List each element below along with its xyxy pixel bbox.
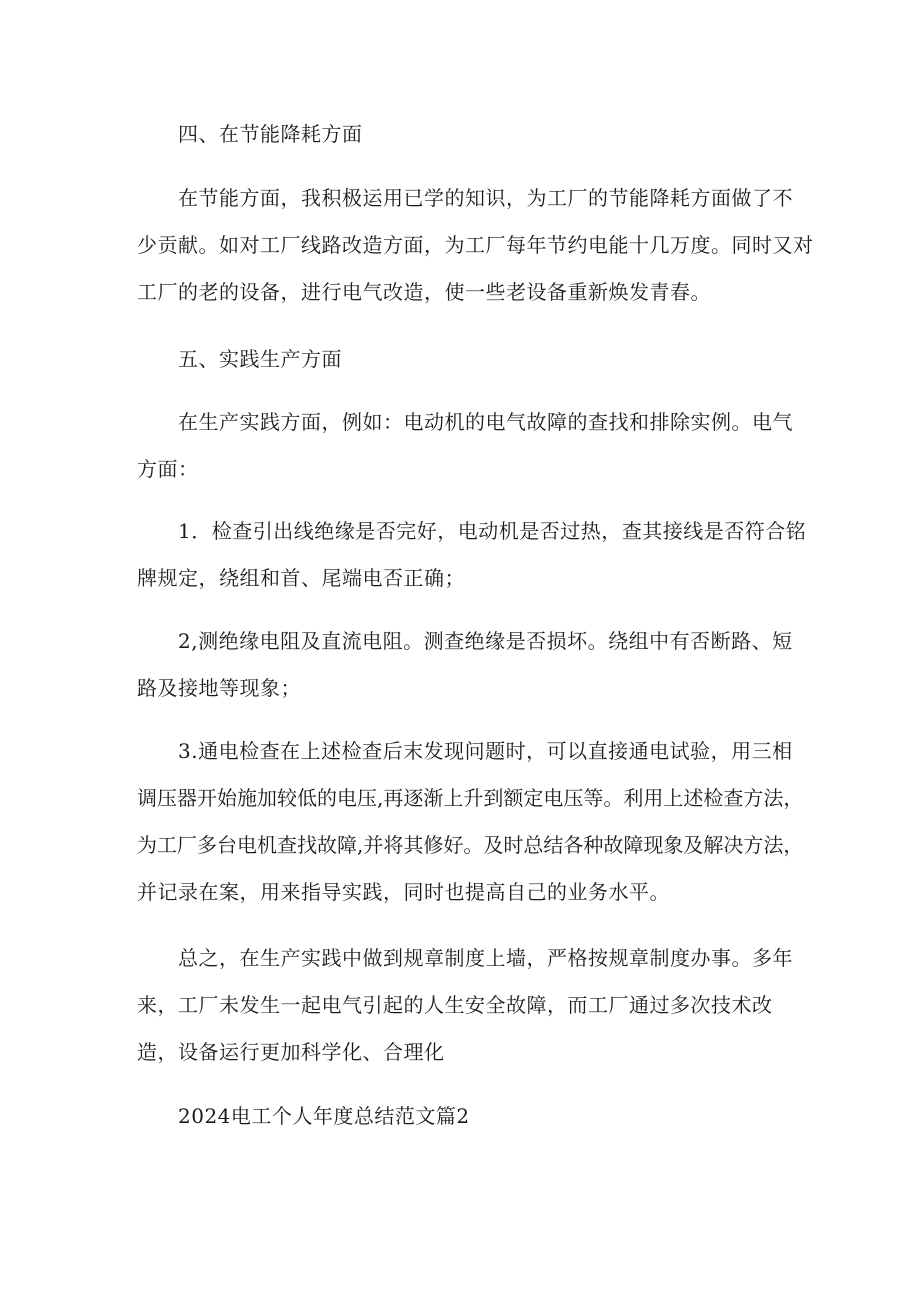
- item3-line-4: 并记录在案，用来指导实践，同时也提高自己的业务水平。: [137, 880, 670, 904]
- summary-line-3: 造，设备运行更加科学化、合理化: [137, 1040, 445, 1064]
- item3-line-2: 调压器开始施加较低的电压,再逐渐上升到额定电压等。利用上述检查方法，: [137, 786, 804, 810]
- section4-heading: 四、在节能降耗方面: [178, 122, 363, 146]
- item3-line-3: 为工厂多台电机查找故障,并将其修好。及时总结各种故障现象及解决方法，: [137, 833, 804, 857]
- section4-line-2: 少贡献。如对工厂线路改造方面，为工厂每年节约电能十几万度。同时又对: [137, 233, 814, 257]
- section5-intro-line-2: 方面：: [137, 457, 199, 481]
- summary-line-1: 总之，在生产实践中做到规章制度上墙，严格按规章制度办事。多年: [178, 946, 793, 970]
- item2-line-1: 2,测绝缘电阻及直流电阻。测查绝缘是否损坏。绕组中有否断路、短: [178, 629, 793, 653]
- section4-line-3: 工厂的老的设备，进行电气改造，使一些老设备重新焕发青春。: [137, 280, 711, 304]
- section5-heading: 五、实践生产方面: [178, 347, 342, 371]
- item2-line-2: 路及接地等现象；: [137, 676, 301, 700]
- section5-intro-line-1: 在生产实践方面，例如：电动机的电气故障的查找和排除实例。电气: [178, 410, 793, 434]
- next-section-title: 2024电工个人年度总结范文篇2: [178, 1104, 470, 1128]
- summary-line-2: 来，工厂未发生一起电气引起的人生安全故障，而工厂通过多次技术改: [137, 993, 773, 1017]
- item3-line-1: 3.通电检查在上述检查后末发现问题时，可以直接通电试验，用三相: [178, 739, 793, 763]
- item1-line-2: 牌规定，绕组和首、尾端电否正确；: [137, 566, 465, 590]
- item1-line-1: 1．检查引出线绝缘是否完好，电动机是否过热，查其接线是否符合铭: [178, 519, 807, 543]
- section4-line-1: 在节能方面，我积极运用已学的知识，为工厂的节能降耗方面做了不: [178, 186, 793, 210]
